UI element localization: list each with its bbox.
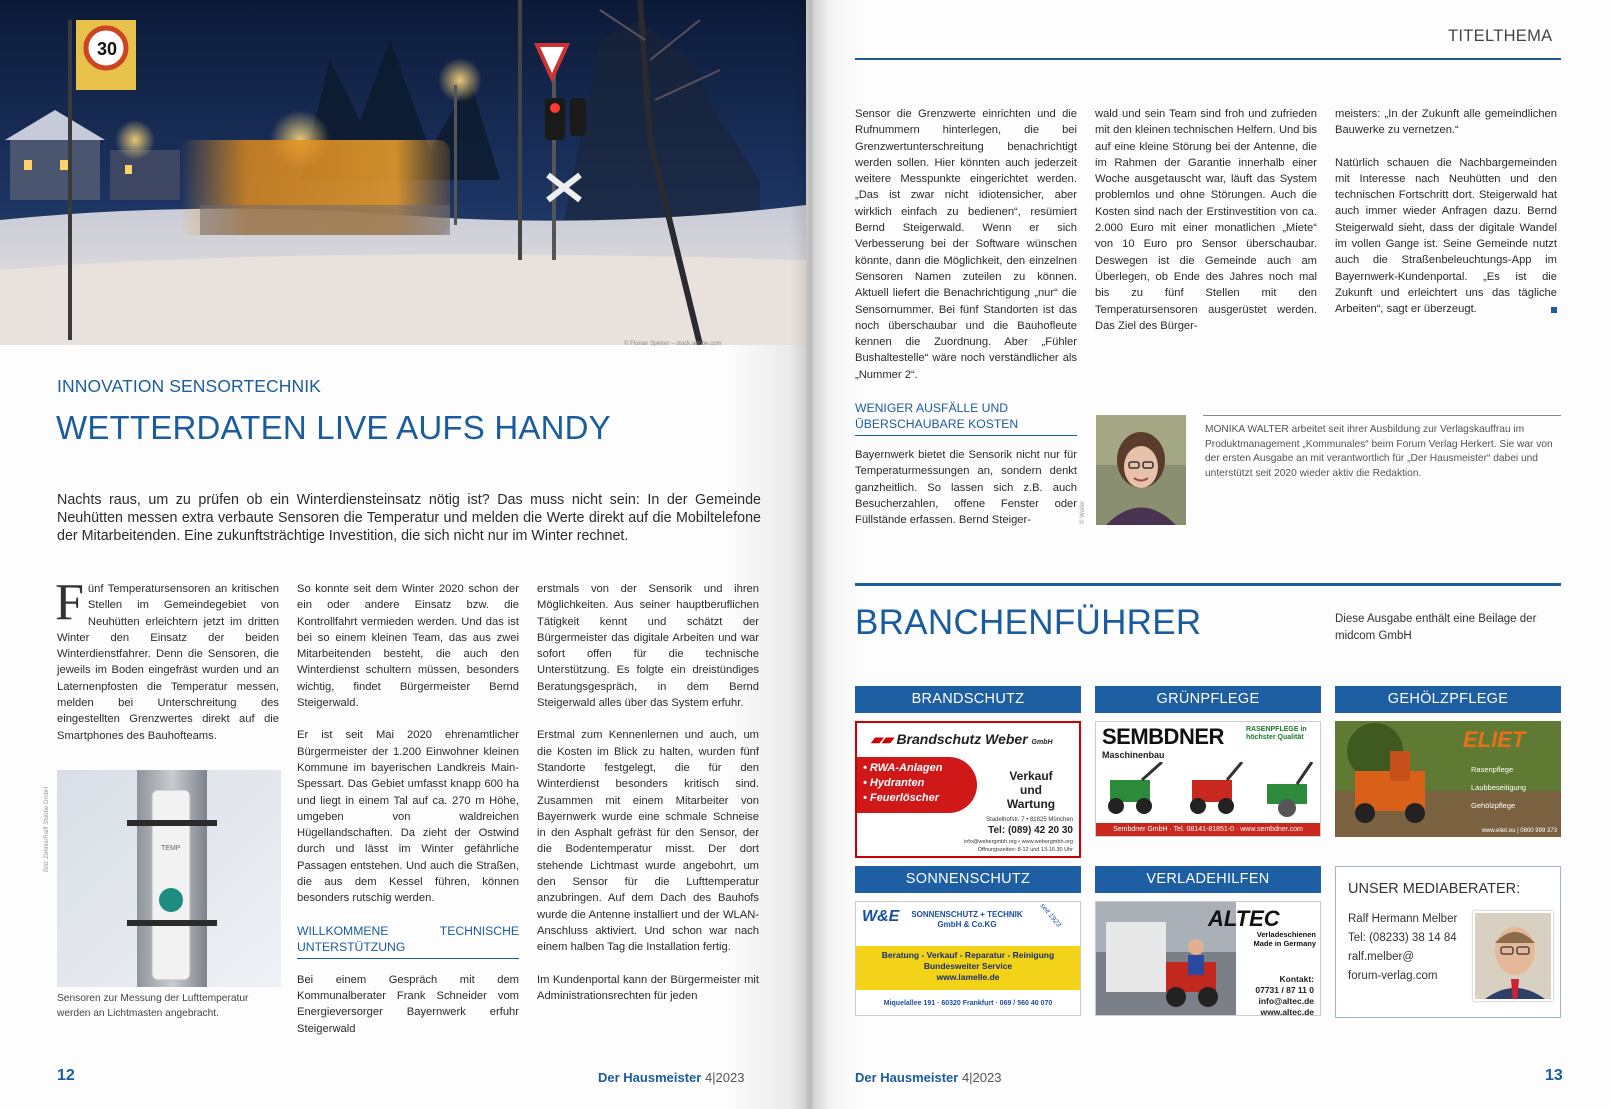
end-mark-icon xyxy=(1551,307,1557,313)
category-header: BRANDSCHUTZ xyxy=(855,686,1081,713)
category-verladehilfen xyxy=(1095,866,1321,1016)
category-gruenpflege xyxy=(1095,686,1321,837)
paragraph: meisters: „In der Zukunft alle gemeindlichen Bauwerke zu vernetzen.“ xyxy=(1335,108,1557,137)
ad-company-name: ▰▰ Brandschutz Weber GmbH xyxy=(871,731,1053,747)
paragraph: Sensor die Grenzwerte einrichten und die Rufnummern hinterlegen, die bei Grenzwertunterschreitung benachrichtigt werden sollen. Hier könnten auch jederzeit weitere Messpunkte eingerichtet werden. „Das ist zwar nicht idiotensicher, aber wirklich einfach zu bedienen“, resümiert Bernd Steigerwald. Wenn er sich Verbesserung bei der Software wünschen könnte, dann die Möglichkeit, den einzelnen Sensoren Namen zuteilen zu können. Aktuell liefert die Benachrichtigung „nur“ die Sensornummer. Bei fünf Standorten ist das noch überschaubar und die Bauhofleute kennen die Zuordnung. Aber „Fühler Bushaltestelle“ wäre noch verständlicher als „Nummer 2“. xyxy=(855,108,1077,381)
ad-company-name: ELIET xyxy=(1463,727,1526,752)
issue-number: 4|2023 xyxy=(961,1070,1002,1085)
ad-address: Stadelhofstr. 7 • 81825 München xyxy=(986,817,1073,823)
body-column-3 xyxy=(537,581,759,1020)
ad-company-name: ALTEC xyxy=(1208,906,1280,931)
body-column-3 xyxy=(1335,106,1557,334)
hero-photo-winter-street xyxy=(0,0,806,345)
paragraph: Natürlich schauen die Nachbargemeinden mit Interesse nach Neuhütten und den technischen Fortschritt dort. Steigerwald hat auch immer wieder Anfragen dazu. Bernd Steigerwald sieht, dass der digitale Wandel im vollen Gange ist. Seine Gemeinde nutzt auch die Straßenbeleuchtungs-App im Bayernwerk-Kundenportal. „Es ist die Zukunft und erleichtert uns das tägliche Arbeiten“, sagt er überzeugt. xyxy=(1335,156,1557,316)
ad-since: seit 1923 xyxy=(1038,902,1063,929)
ad-items: • RWA-Anlagen • Hydranten • Feuerlöscher xyxy=(857,757,977,813)
ad-tagline: RASENPFLEGE in höchster Qualität xyxy=(1246,726,1307,741)
ad-eliet[interactable] xyxy=(1335,721,1561,837)
category-sonnenschutz xyxy=(855,866,1081,1016)
sensor-photo xyxy=(57,770,281,987)
ad-lamelle[interactable] xyxy=(855,901,1081,1016)
flame-icon: ▰▰ xyxy=(871,731,893,747)
article-kicker: INNOVATION SENSORTECHNIK xyxy=(57,376,321,396)
paragraph: Bei einem Gespräch mit dem Kommunalberater Frank Schneider vom Energieversorger Bayernwerk erfuhr Steigerwald xyxy=(297,973,519,1035)
paragraph: wald und sein Team sind froh und zufrieden mit den kleinen technischen Helfern. Und bis auf eine kleine Störung bei der Antenne, die im Rahmen der Garantie innerhalb einer Woche ausgetauscht war, läuft das System problemlos und ohne Störungen. Auch die Kosten sind nach der Erstinvestition von ca. 2.000 Euro mit einer monatlichen „Miete“ von 10 Euro pro Sensor überschaubar. Deswegen ist die Gemeinde auch am Überlegen, ob Ende des Jahres noch mal bis zu fünf Stellen mit den Temperatursensoren ausgerüstet werden. Das Ziel des Bürger- xyxy=(1095,108,1317,332)
category-header: SONNENSCHUTZ xyxy=(855,866,1081,893)
author-bio: MONIKA WALTER arbeitet seit ihrer Ausbildung zur Verlagskauffrau im Produktmanagement „Kommunales“ beim Forum Verlag Herkert. Sie war von der ersten Ausgabe an mit verantwortlich für „Der Hausmeister“ dabei und unterstützt seit 2020 wieder aktiv die Redaktion. xyxy=(1205,424,1553,479)
footer-magazine xyxy=(855,1070,1001,1085)
subhead-wrapper xyxy=(855,398,1077,449)
subhead: WENIGER AUSFÄLLE UND ÜBERSCHAUBARE KOSTEN xyxy=(855,400,1077,436)
ad-banner: Beratung - Verkauf - Reparatur - Reinigung Bundesweiter Service www.lamelle.de xyxy=(856,946,1080,990)
ad-footer: Sembdner GmbH · Tel. 08141-81851-0 · www.sembdner.com xyxy=(1096,823,1320,836)
body-column-1b xyxy=(855,447,1077,544)
ad-address: Miquelallee 191 · 60320 Frankfurt · 069 / 560 40 070 xyxy=(883,1000,1053,1007)
magazine-name: Der Hausmeister xyxy=(855,1070,959,1085)
paragraph: Er ist seit Mai 2020 ehrenamtlicher Bürgermeister der 1.200 Einwohner kleinen Kommune im bayerischen Landkreis Main-Spessart. Das Gebiet umfasst knapp 600 ha und liegt in einem Tal auf ca. 270 m Höhe, umgeben von waldreichen Hügellandschaften. Da zieht der Ostwind durch und lässt im Winter gefährliche Passagen entstehen. Und auch die Straßen, die aus dem Kessel führen, können besonders rutschig werden. xyxy=(297,729,519,905)
paragraph: Bayernwerk bietet die Sensorik nicht nur für Temperaturmessungen an, sondern denkt ganzheitlich. So lassen sich z.B. auch Besucherzahlen, offene Fenster oder Füllstände erfassen. Bernd Steiger- xyxy=(855,449,1077,527)
article-headline: WETTERDATEN LIVE AUFS HANDY xyxy=(56,409,611,446)
media-advisor-box xyxy=(1335,866,1561,1018)
sensor-photo-caption: Sensoren zur Messung der Lufttemperatur werden an Lichtmasten angebracht. xyxy=(57,993,249,1019)
page-right xyxy=(806,0,1611,1109)
dropcap: F xyxy=(55,574,84,631)
ad-web: info@webergmbh.org • www.webergmbh.org xyxy=(963,839,1073,845)
advisor-name: Ralf Hermann Melber xyxy=(1348,913,1458,925)
category-gehoelzpflege xyxy=(1335,686,1561,837)
ad-photo xyxy=(1335,721,1561,837)
branchenfuehrer-note: Diese Ausgabe enthält eine Beilage der midcom GmbH xyxy=(1335,613,1537,642)
ad-footer: www.eliet.eu | 0800 999 373 xyxy=(1481,828,1557,834)
body-column-1 xyxy=(855,106,1077,399)
ad-service: Verkauf und Wartung xyxy=(1006,769,1056,811)
magazine-name: Der Hausmeister xyxy=(598,1070,702,1085)
paragraph: Erstmal zum Kennenlernen und auch, um die Kosten im Blick zu halten, wurden fünf Standorte festgelegt, die für den Winterdienst besonders kritisch sind. Zusammen mit einem Mitarbeiter von Bayernwerk wurde eine schmale Schneise in den Asphalt gefräst für den Sensor, der die Bodentemperatur misst. Der dort stehende Lichtmast wurde angebohrt, um den Sensor für die Lufttemperatur anzubringen. Auf dem Dach des Bauhofs wurde die Antenne installiert und der WLAN-Anschluss aktiviert. Und schon war nach einem halben Tag die Installation fertig. xyxy=(537,729,759,954)
ad-sub: Maschinenbau xyxy=(1102,750,1165,760)
ad-items: Rasenpflege Laubbeseitigung Gehölzpflege xyxy=(1471,765,1527,810)
section-rule xyxy=(855,583,1561,586)
media-contact xyxy=(1348,910,1457,986)
author-rule xyxy=(1203,415,1561,416)
author-photo-credit: © Walter xyxy=(1080,500,1086,524)
advisor-email[interactable]: ralf.melber@ xyxy=(1348,951,1414,963)
top-rule xyxy=(855,58,1561,60)
ad-phone: Tel: (089) 42 20 30 xyxy=(988,825,1073,836)
ad-altec[interactable] xyxy=(1095,901,1321,1016)
advisor-email-domain[interactable]: forum-verlag.com xyxy=(1348,970,1438,982)
paragraph: So konnte seit dem Winter 2020 schon der ein oder andere Einsatz bzw. die Kontrollfahrt vermieden werden. Und das ist bei so einem kleinen Team, das aus zwei Mitarbeitenden besteht, die auch den Winterdienst schultern müssen, besonders wichtig, findet Bürgermeister Bernd Steigerwald. xyxy=(297,583,519,710)
paragraph: Im Kundenportal kann der Bürgermeister mit Administrationsrechten für jeden xyxy=(537,973,759,1002)
sensor-photo-credit: Bild: Zehnle/Raiff Stobbe GmbH xyxy=(44,786,50,872)
paragraph: erstmals von der Sensorik und ihren Möglichkeiten. Aus seiner hauptberuflichen Tätigkeit kennt und schätzt der Bürgermeister das digitale Arbeiten und war sofort offen für die technische Unterstützung. Es folgte ein dreistündiges Beratungsgespräch, in dem Bernd Steigerwald alles über das System erfuhr. xyxy=(537,583,759,710)
ad-contact: Kontakt: 07731 / 87 11 0 info@altec.de www.altec.de xyxy=(1255,974,1314,1016)
ad-sub: Verladeschienen Made in Germany xyxy=(1253,930,1316,948)
mower-icons xyxy=(1102,762,1316,818)
body-column-2 xyxy=(1095,106,1317,350)
ad-sembdner[interactable] xyxy=(1095,721,1321,837)
article-lead: Nachts raus, um zu prüfen ob ein Winterdiensteinsatz nötig ist? Das muss nicht sein: In der Gemeinde Neuhütten messen extra verbaute Sensoren die Temperatur und melden die Werte direkt auf die Mobiltelefone der Mitarbeitenden. Eine zukunftsträchtige Investition, die sich nicht nur im Winter rechnet. xyxy=(57,492,761,544)
issue-number: 4|2023 xyxy=(704,1070,745,1085)
body-column-1 xyxy=(55,574,279,760)
lamelle-logo-icon: W&E xyxy=(862,908,900,925)
category-header: VERLADEHILFEN xyxy=(1095,866,1321,893)
category-brandschutz xyxy=(855,686,1081,858)
hero-photo-credit: © Florian Speirer – stock.adobe.com xyxy=(624,341,722,347)
advisor-phone: Tel: (08233) 38 14 84 xyxy=(1348,932,1457,944)
page-number: 12 xyxy=(57,1067,75,1084)
ad-hours: Öffnungszeiten: 8-12 und 13-16.30 Uhr xyxy=(977,847,1073,853)
paragraph: ünf Temperatursensoren an kritischen Stellen im Gemeindegebiet von Neuhütten erleichtern jetzt im dritten Winter den Einsatz der beiden Winterdienstfahrer. Denn die Sensoren, die jeweils im Boden eingefräst wurden und an Laternenpfosten die Temperatur messen, melden bei Unterschreitung des eingestellten Grenzwertes direkt auf die Smartphones des Bauhofteams. xyxy=(57,583,279,742)
subhead: WILLKOMMENE TECHNISCHE UNTERSTÜTZUNG xyxy=(297,923,519,959)
author-photo xyxy=(1096,415,1186,525)
category-header: GRÜNPFLEGE xyxy=(1095,686,1321,713)
media-title: UNSER MEDIABERATER: xyxy=(1348,881,1521,897)
ad-company-name: SONNENSCHUTZ + TECHNIK GmbH & Co.KG xyxy=(911,910,1023,929)
footer-magazine xyxy=(598,1070,744,1085)
branchenfuehrer-title: BRANCHENFÜHRER xyxy=(855,603,1202,642)
svg-text:30: 30 xyxy=(97,39,118,59)
page-number: 13 xyxy=(1545,1067,1563,1084)
svg-text:TEMP: TEMP xyxy=(161,845,181,852)
body-column-2 xyxy=(297,581,519,1053)
ad-brandschutz-weber[interactable] xyxy=(855,721,1081,858)
section-label: TITELTHEMA xyxy=(1448,27,1553,45)
advisor-photo xyxy=(1473,911,1553,1001)
category-header: GEHÖLZPFLEGE xyxy=(1335,686,1561,713)
ad-company-name: SEMBDNER xyxy=(1102,724,1224,749)
